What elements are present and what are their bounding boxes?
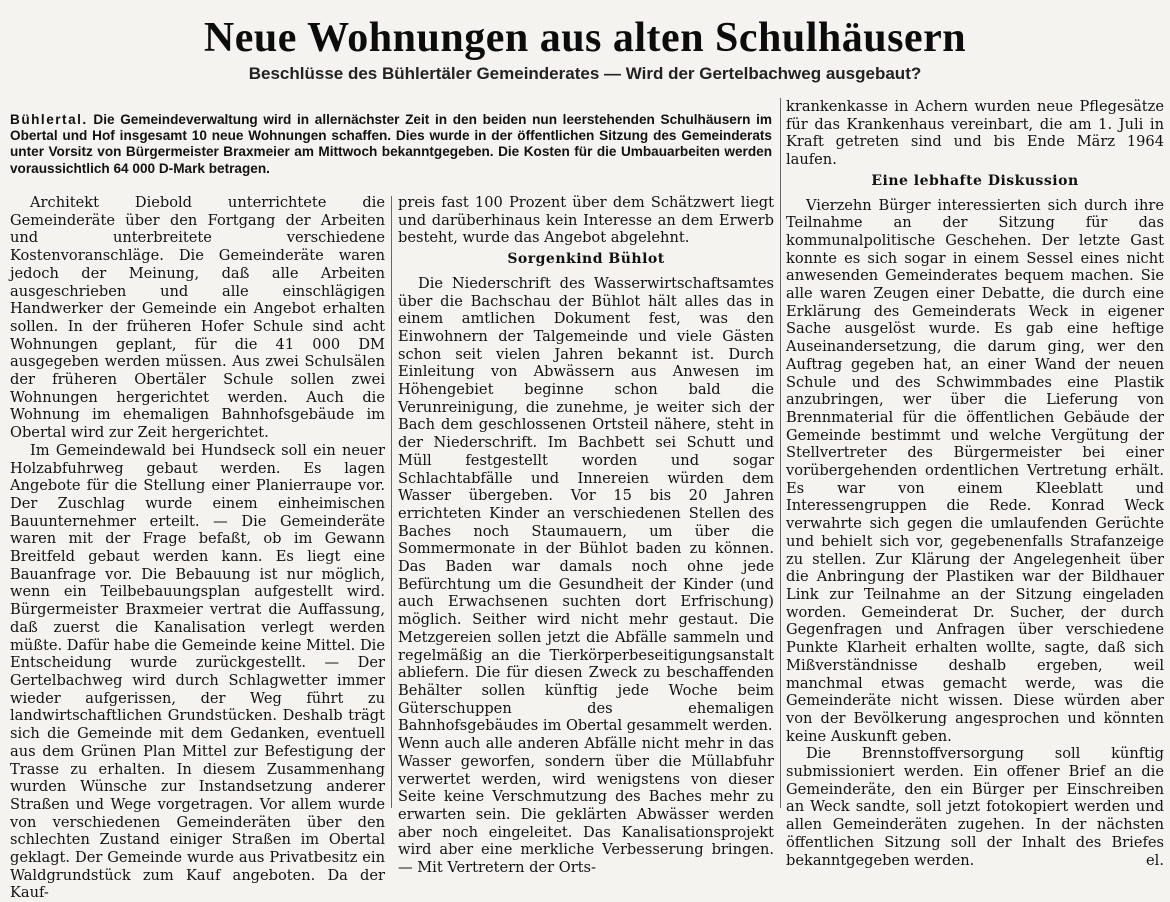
- column-3: [786, 98, 1164, 869]
- subheading-diskussion: Eine lebhafte Diskussion: [871, 172, 1079, 189]
- subheading-sorgenkind: Sorgenkind Bühlot: [507, 251, 665, 268]
- lead-text: Die Gemeindeverwaltung wird in allernächster Zeit in den beiden nun leerstehenden Schulhäusern im Obertal und Hof insgesamt 10 neue Wohnungen schaffen. Dies wurde in der öffentlichen Sitzung des Gemeinderats unter Vorsitz von Bürgermeister Braxmeier am Mittwoch bekanntgegeben. Die Kosten für die Umbauarbeiten werden voraussichtlich 64 000 D-Mark betragen.: [10, 111, 772, 176]
- column-rule-1: [391, 196, 392, 808]
- lead-paragraph: [10, 98, 772, 184]
- col3-intro: krankenkasse in Achern wurden neue Pflegesätze für das Krankenhaus vereinbart, die am 1. Juli in Kraft getreten sind und bis Ende März 1964 laufen.: [786, 98, 1164, 169]
- col2-paragraph: Die Niederschrift des Wasserwirtschaftsamtes über die Bachschau der Bühlot hält alles das in einem amtlichen Dokument fest, was den Einwohnern der Talgemeinde und viele Gästen schon seit vielen Jahren bekannt ist. Durch Einleitung von Abwässern aus Anwesen im Höhengebiet beginne schon bald die Verunreinigung, die zunehme, je weiter sich der Bach dem geschlossenen Ortsteil nähere, steht in der Niederschrift. Im Bachbett sei Schutt und Müll festgestellt worden und sogar Schlachtabfälle und Innereien würden dem Wasser übergeben. Vor 15 bis 20 Jahren errichteten Kinder an verschiedenen Stellen des Baches noch Staumauern, um über die Sommermonate in der Bühlot baden zu können. Das Baden war damals noch ohne jede Befürchtung um die Gesundheit der Kinder (und auch Erwachsenen suchten dort Erfrischung) möglich. Seither wird nicht mehr gestaut. Die Metzgereien sollen jetzt die Abfälle sammeln und regelmäßig an die Tierkörperbeseitigungsanstalt abliefern. Die für diesen Zweck zu beschaffenden Behälter sollen künftig jede Woche beim Güterschuppen des ehemaligen Bahnhofsgebäudes im Obertal gesammelt werden.: [398, 274, 774, 735]
- subheadline: Beschlüsse des Bühlertäler Gemeinderates — Wird der Gertelbachweg ausgebaut?: [248, 64, 922, 83]
- col3-closing-text: Die Brennstoffversorgung soll künftig submissioniert werden. Ein offener Brief an die Gemeinderäte, den ein Bürger per Einschreiben an Weck sandte, soll jetzt fotokopiert werden und allen Gemeinderäten zugehen. In der nächsten öffentlichen Sitzung soll der Inhalt des Briefes bekanntgegeben werden.: [786, 745, 1164, 869]
- col3-paragraph: Vierzehn Bürger interessierten sich durch ihre Teilnahme an der Sitzung für das kommunalpolitische Geschehen. Der letzte Gast konnte es sich sogar in einem Sessel eines nicht anwesenden Gemeinderates bequem machen. Sie alle waren Zeugen einer Debatte, die durch eine Erklärung des Gemeinderats Weck in eigener Sache ausgelöst wurde. Es gab eine heftige Auseinandersetzung, die darum ging, wer den Auftrag gegeben hat, an einer Wand der neuen Schule und des Schwimmbades eine Plastik anzubringen, wer über die Lieferung von Brennmaterial für die öffentlichen Gebäude der Gemeinde bestimmt und welche Vergütung der Stellvertreter des Bürgermeister bei einer vorübergehenden ordentlichen Vertretung erhält. Es war von einem Kleeblatt und Interessengruppen die Rede. Konrad Weck verwahrte sich gegen die umlaufenden Gerüchte und behielt sich vor, gegebenenfalls Strafanzeige zu stellen. Zur Klärung der Angelegenheit über die Anbringung der Plastiken war der Bildhauer Link zur Teilnahme an der Sitzung eingeladen worden. Gemeinderat Dr. Sucher, der durch Gegenfragen und Anfragen über verschiedene Punkte Klarheit erhalten wollte, sagte, daß sich Mißverständnisse deshalb ergeben, weil manchmal etwas gemacht werde, was die Gemeinderäte nicht wissen. Diese würden aber von der Bevölkerung angesprochen und könnten keine Auskunft geben.: [786, 196, 1164, 745]
- column-2: [398, 194, 774, 877]
- lead-place: Bühlertal.: [10, 111, 88, 127]
- col3-paragraph: [786, 745, 1164, 869]
- author-signature: el.: [1146, 851, 1164, 869]
- column-rule-2: [780, 98, 781, 808]
- col1-paragraph: Im Gemeindewald bei Hundseck soll ein neuer Holzabfuhrweg gebaut werden. Es lagen Angebote für die Stellung einer Planierraupe vor. Der Zuschlag wurde einem einheimischen Bauunternehmer erteilt. — Die Gemeinderäte waren mit der Frage befaßt, ob im Gewann Breitfeld gebaut werden kann. Es liegt eine Bauanfrage vor. Die Bebauung ist nur möglich, wenn ein Teilbebauungsplan aufgestellt wird. Bürgermeister Braxmeier vertrat die Auffassung, daß zuerst die Kanalisation verlegt werden müßte. Dafür habe die Gemeinde keine Mittel. Die Entscheidung wurde zurückgestellt. — Der Gertelbachweg wird durch Schlagwetter immer wieder aufgerissen, der Weg führt zu landwirtschaftlichen Grundstücken. Deshalb trägt sich die Gemeinde mit dem Gedanken, eventuell aus dem Grünen Plan Mittel zur Befestigung der Trasse zu erhalten. In diesem Zusammenhang wurden Wünsche zur Instandsetzung anderer Straßen und Wege vorgetragen. Vor allem wurde von verschiedenen Gemeinderäten über den schlechten Zustand einiger Straßen im Obertal geklagt. Der Gemeinde wurde aus Privatbesitz ein Waldgrundstück zum Kauf angeboten. Da der Kauf-: [10, 441, 385, 902]
- col1-paragraph: Architekt Diebold unterrichtete die Gemeinderäte über den Fortgang der Arbeiten und unterbreitete verschiedene Kostenvoranschläge. Die Gemeinderäte waren jedoch der Meinung, daß alle Arbeiten ausgeschrieben und alle einschlägigen Handwerker der Gemeinde ein Angebot erhalten sollen. In der früheren Hofer Schule sind acht Wohnungen geplant, für die 41 000 DM ausgegeben werden müssen. Aus zwei Schulsälen der früheren Obertäler Schule sollen zwei Wohnungen hergerichtet werden. Auch die Wohnung im ehemaligen Bahnhofsgebäude im Obertal wird zur Zeit hergerichtet.: [10, 194, 385, 442]
- column-1: [10, 194, 385, 902]
- headline: Neue Wohnungen aus alten Schulhäusern: [203, 15, 967, 61]
- col2-intro: preis fast 100 Prozent über dem Schätzwert liegt und darüberhinaus kein Interesse an dem Erwerb besteht, wurde das Angebot abgelehnt.: [398, 194, 774, 247]
- col2-paragraph: Wenn auch alle anderen Abfälle nicht mehr in das Wasser geworfen, sondern über die Müllabfuhr verwertet werden, wird wenigstens von dieser Seite keine Verschmutzung des Baches mehr zu erwarten sein. Die geklärten Abwässer werden aber noch eingeleitet. Das Kanalisationsprojekt wird aber eine merkliche Verbesserung bringen. — Mit Vertretern der Orts-: [398, 735, 774, 877]
